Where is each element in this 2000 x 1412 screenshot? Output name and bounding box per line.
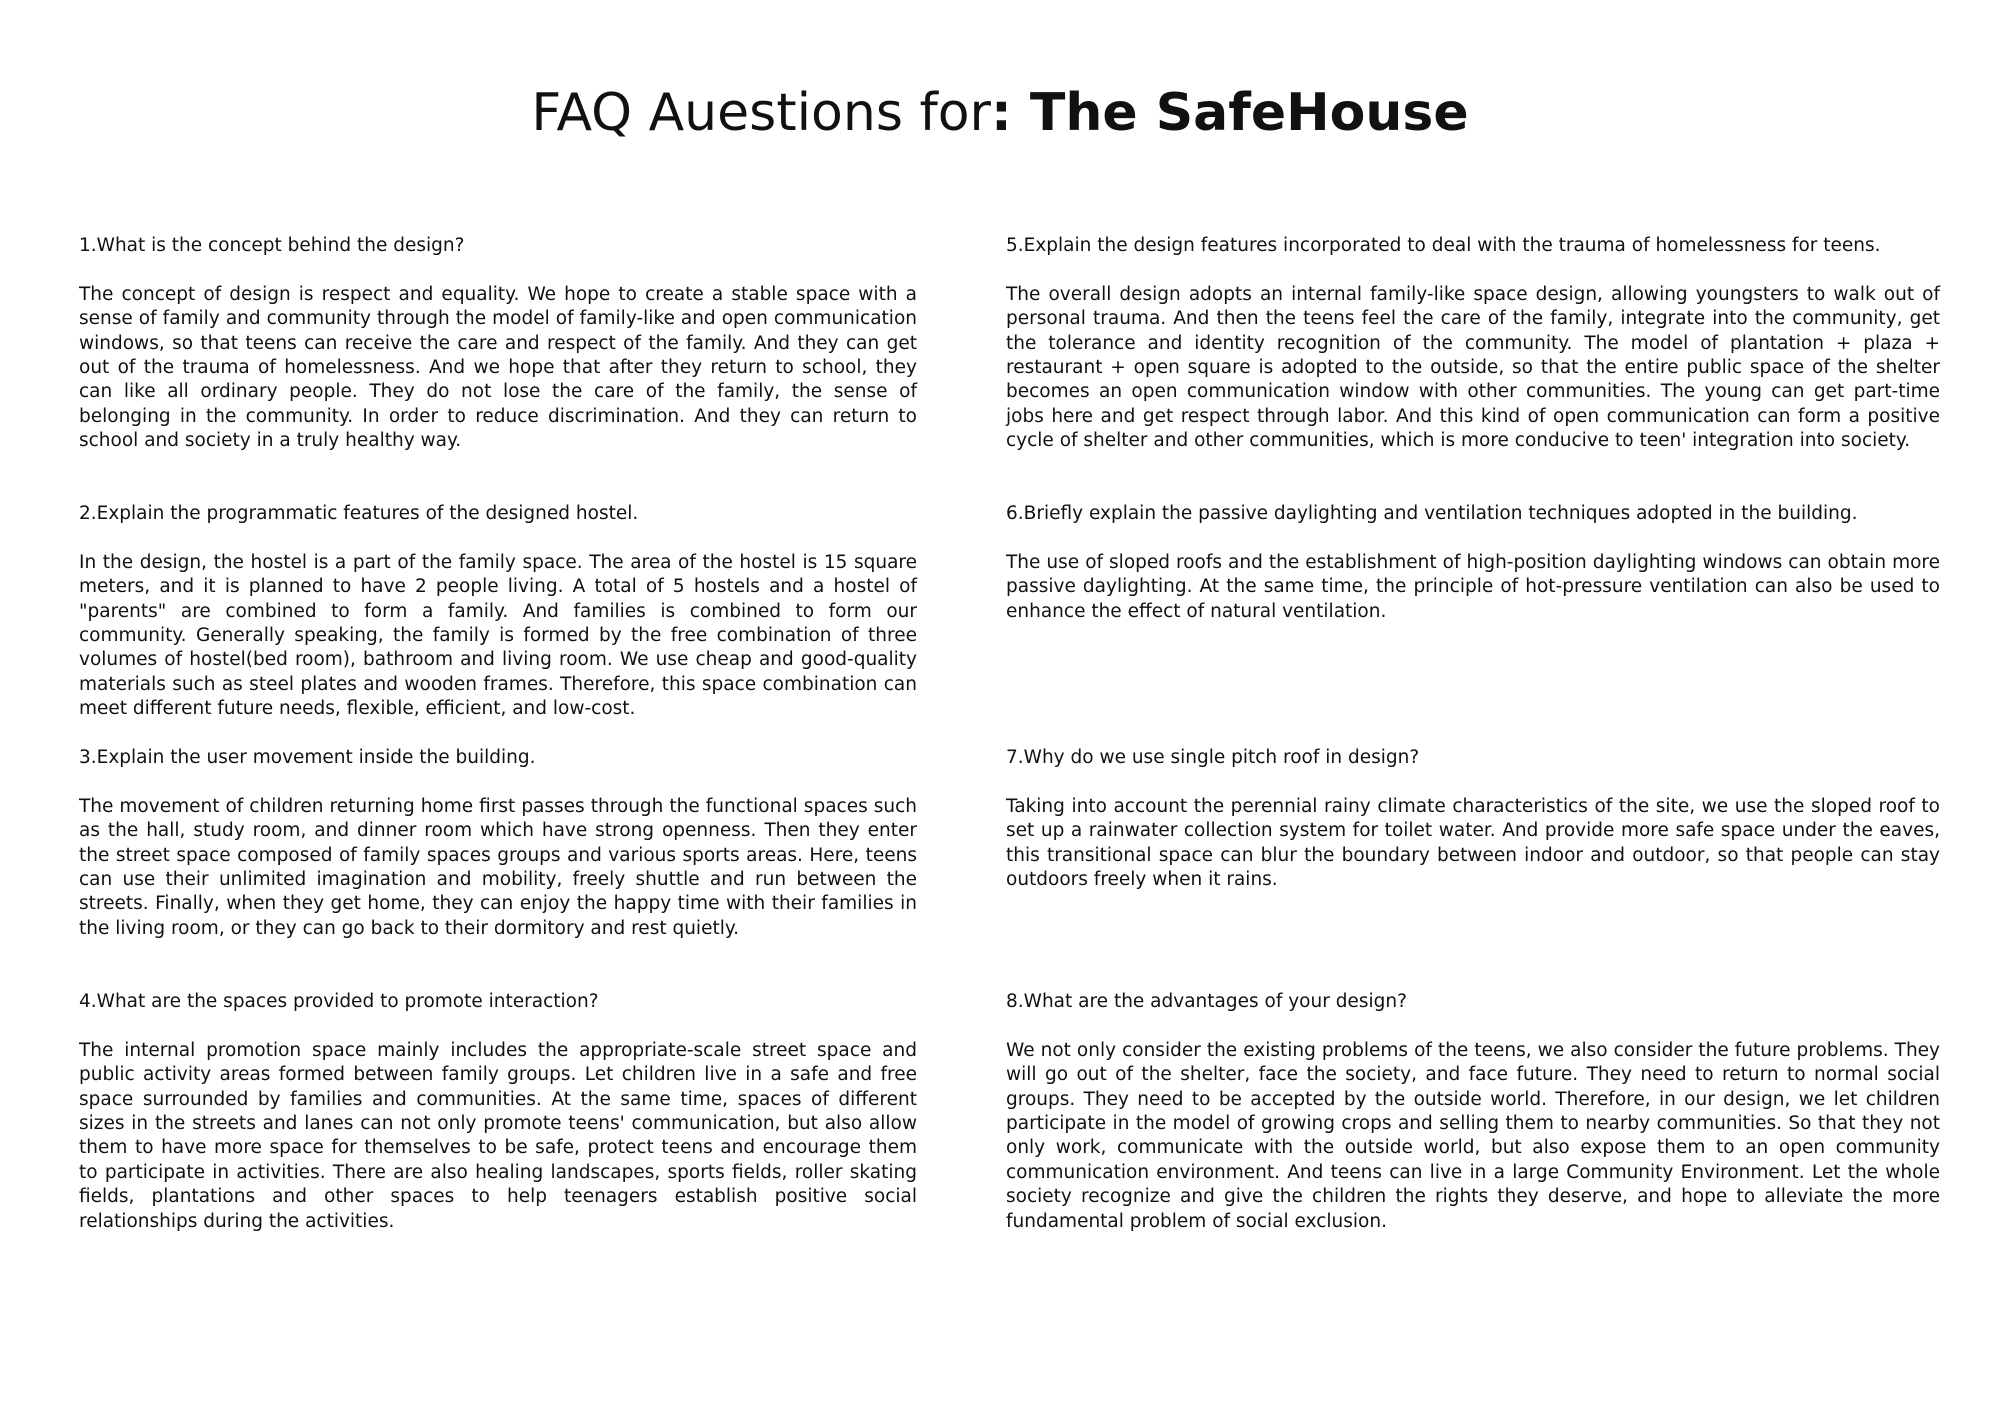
- faq-item-5: [1006, 234, 1940, 454]
- faq-item-1: [79, 234, 917, 454]
- faq-question: 6.Briefly explain the passive daylighting and ventilation techniques adopted in the building.: [1006, 503, 1858, 524]
- faq-question: 8.What are the advantages of your design?: [1006, 991, 1407, 1012]
- title-project-name: : The SafeHouse: [990, 83, 1469, 143]
- faq-item-7: [1006, 746, 1940, 892]
- faq-item-3: [79, 746, 917, 941]
- faq-question: 3.Explain the user movement inside the building.: [79, 747, 536, 768]
- faq-item-8: [1006, 990, 1940, 1234]
- faq-answer: The overall design adopts an internal family-like space design, allowing youngsters to walk out of personal trauma. And then the teens feel the care of the family, integrate into the community, get the tolerance and identity recognition of the community. The model of plantation + plaza + restaurant + open square is adopted to the outside, so that the entire public space of the shelter becomes an open communication window with other communities. The young can get part-time jobs here and get respect through labor. And this kind of open communication can form a positive cycle of shelter and other communities, which is more conducive to teen' integration into society.: [1006, 283, 1940, 452]
- faq-answer: The movement of children returning home first passes through the functional spaces such as the hall, study room, and dinner room which have strong openness. Then they enter the street space composed of family spaces groups and various sports areas. Here, teens can use their unlimited imagination and mobility, freely shuttle and run between the streets. Finally, when they get home, they can enjoy the happy time with their families in the living room, or they can go back to their dormitory and rest quietly.: [79, 795, 917, 939]
- faq-answer: In the design, the hostel is a part of the family space. The area of the hostel is 15 square meters, and it is planned to have 2 people living. A total of 5 hostels and a hostel of "parents" are combined to form a family. And families is combined to form our community. Generally speaking, the family is formed by the free combination of three volumes of hostel(bed room), bathroom and living room. We use cheap and good-quality materials such as steel plates and wooden frames. Therefore, this space combination can meet different future needs, flexible, efficient, and low-cost.: [79, 551, 917, 720]
- faq-answer: The concept of design is respect and equality. We hope to create a stable space with a sense of family and community through the model of family-like and open communication windows, so that teens can receive the care and respect of the family. And they can get out of the trauma of homelessness. And we hope that after they return to school, they can like all ordinary people. They do not lose the care of the family, the sense of belonging in the community. In order to reduce discrimination. And they can return to school and society in a truly healthy way.: [79, 283, 917, 452]
- title-prefix: FAQ Auestions for: [531, 83, 991, 143]
- faq-question: 5.Explain the design features incorporated to deal with the trauma of homelessness for teens.: [1006, 235, 1881, 256]
- faq-answer: Taking into account the perennial rainy climate characteristics of the site, we use the sloped roof to set up a rainwater collection system for toilet water. And provide more safe space under the eaves, this transitional space can blur the boundary between indoor and outdoor, so that people can stay outdoors freely when it rains.: [1006, 795, 1940, 891]
- page-title: [0, 78, 2000, 148]
- faq-answer: The internal promotion space mainly includes the appropriate-scale street space and public activity areas formed between family groups. Let children live in a safe and free space surrounded by families and communities. At the same time, spaces of different sizes in the streets and lanes can not only promote teens' communication, but also allow them to have more space for themselves to be safe, protect teens and encourage them to participate in activities. There are also healing landscapes, sports fields, roller skating fields, plantations and other spaces to help teenagers establish positive social relationships during the activities.: [79, 1039, 917, 1232]
- faq-question: 2.Explain the programmatic features of the designed hostel.: [79, 503, 639, 524]
- faq-question: 1.What is the concept behind the design?: [79, 235, 465, 256]
- faq-item-6: [1006, 502, 1940, 624]
- faq-item-2: [79, 502, 917, 722]
- faq-answer: We not only consider the existing problems of the teens, we also consider the future problems. They will go out of the shelter, face the society, and face future. They need to return to normal social groups. They need to be accepted by the outside world. Therefore, in our design, we let children participate in the model of growing crops and selling them to nearby communities. So that they not only work, communicate with the outside world, but also expose them to an open community communication environment. And teens can live in a large Community Environment. Let the whole society recognize and give the children the rights they deserve, and hope to alleviate the more fundamental problem of social exclusion.: [1006, 1039, 1940, 1232]
- faq-item-4: [79, 990, 917, 1234]
- faq-question: 7.Why do we use single pitch roof in design?: [1006, 747, 1420, 768]
- faq-question: 4.What are the spaces provided to promote interaction?: [79, 991, 599, 1012]
- faq-answer: The use of sloped roofs and the establishment of high-position daylighting windows can obtain more passive daylighting. At the same time, the principle of hot-pressure ventilation can also be used to enhance the effect of natural ventilation.: [1006, 551, 1940, 622]
